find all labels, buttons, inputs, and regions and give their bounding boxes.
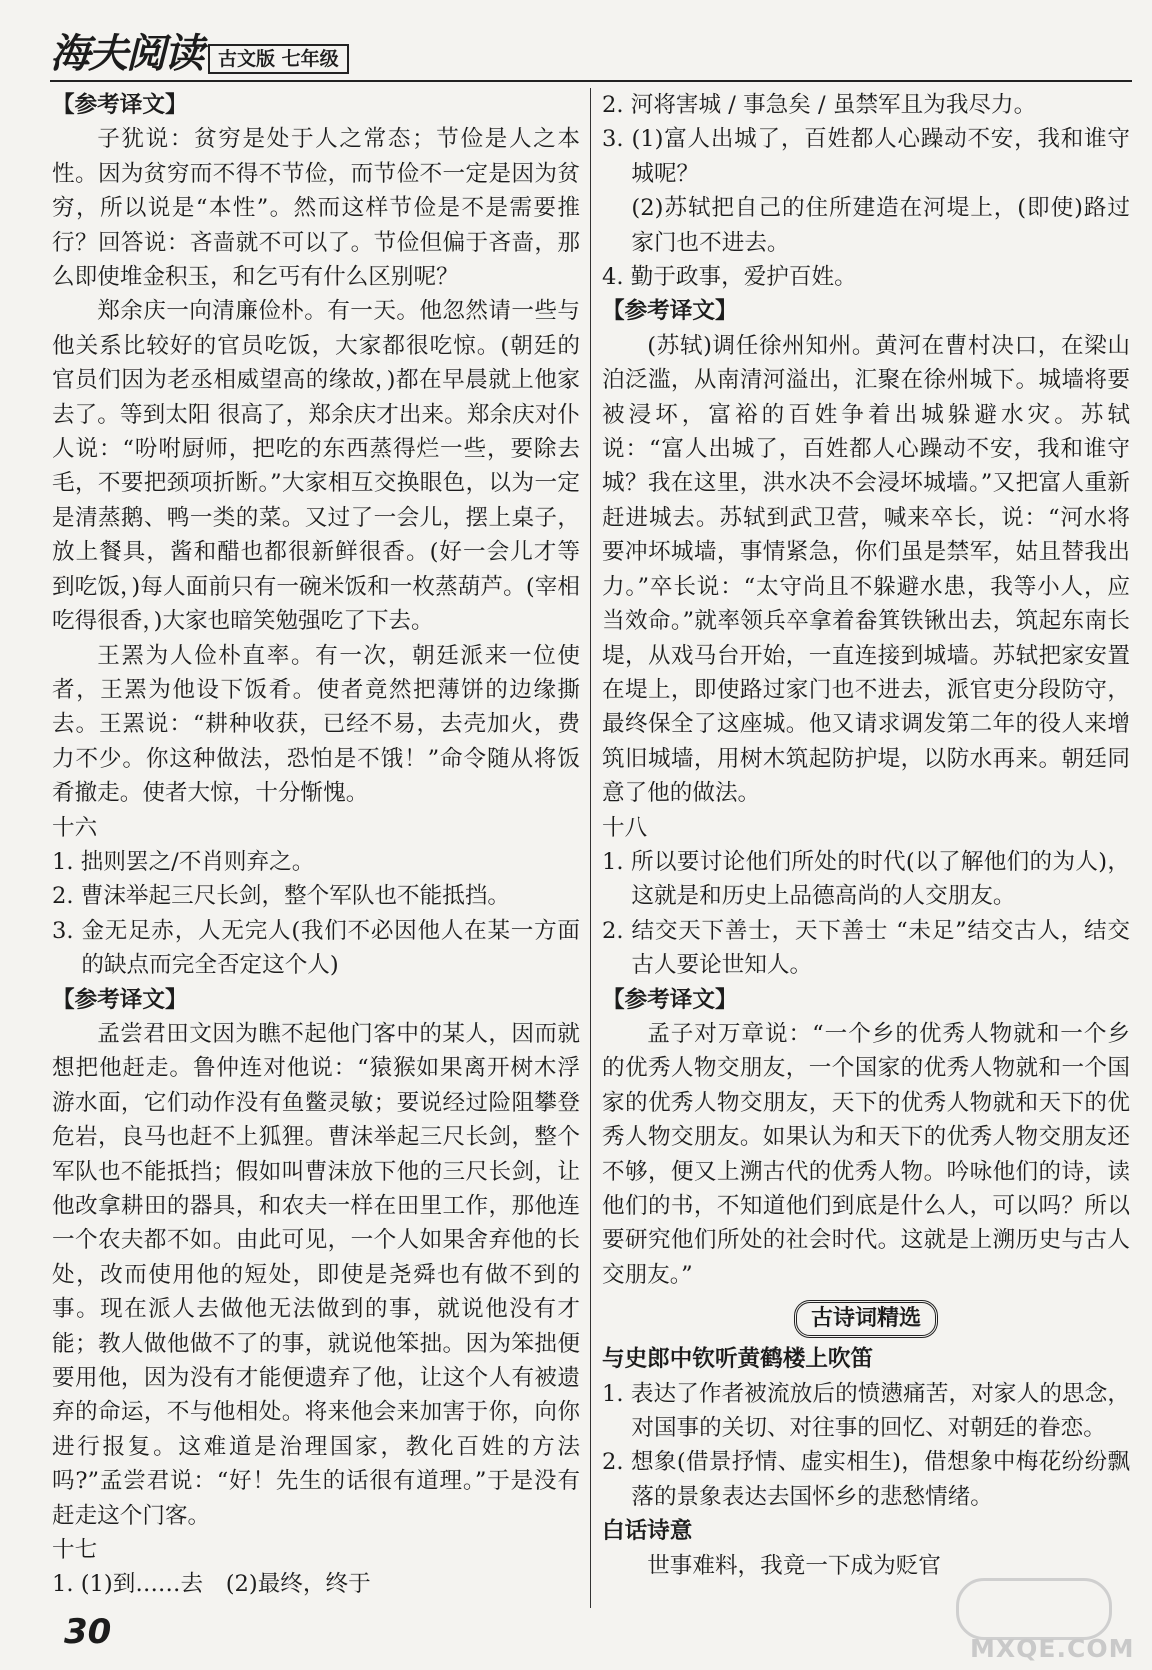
answer-item: 1. 拙则罢之/不肖则弃之。: [52, 848, 315, 875]
section-number: 十六: [52, 814, 98, 841]
answer-item: 3. (1)富人出城了，百姓都人心躁动不安，我和谁守城呢？: [602, 126, 1130, 187]
answer-item: 2. 想象(借景抒情、虚实相生)，借想象中梅花纷纷飘落的景象表达去国怀乡的悲愁情绪。: [602, 1449, 1130, 1510]
left-column: [52, 88, 580, 1602]
section-number: 十八: [602, 814, 648, 841]
watermark-url: MXQE.COM: [970, 1634, 1135, 1663]
section-heading: 【参考译文】: [602, 986, 738, 1013]
right-column: [602, 88, 1130, 1583]
section-badge: 古诗词精选: [794, 1300, 938, 1338]
column-divider: [590, 88, 591, 1608]
answer-item: 2. 曹沫举起三尺长剑，整个军队也不能抵挡。: [52, 883, 511, 910]
watermark: [952, 1578, 1138, 1662]
book-header: [50, 30, 349, 78]
section-badge-wrap: [602, 1300, 1130, 1338]
paragraph: 孟子对万章说：“一个乡的优秀人物就和一个乡的优秀人物交朋友，一个国家的优秀人物就和一个国家的优秀人物交朋友，天下的优秀人物就和天下的优秀人物交朋友。如果认为和天下的优秀人物交朋友还不够，便又上溯古代的优秀人物。吟咏他们的诗，读他们的书，不知道他们到底是什么人，可以吗？所以要研究他们所处的社会时代。这就是上溯历史与古人交朋友。”: [602, 1020, 1130, 1288]
answer-item: 1. 表达了作者被流放后的愤懑痛苦，对家人的思念，对国事的关切、对往事的回忆、对朝廷的眷恋。: [602, 1380, 1130, 1442]
paragraph: 孟尝君田文因为瞧不起他门客中的某人，因而就想把他赶走。鲁仲连对他说：“猿猴如果离开树木浮游水面，它们动作没有鱼鳖灵敏；要说经过险阻攀登危岩，良马也赶不上狐狸。曹沫举起三尺长剑，整个军队也不能抵挡；假如叫曹沫放下他的三尺长剑，让他改拿耕田的器具，和农夫一样在田里工作，那他连一个农夫都不如。由此可见，一个人如果舍弃他的长处，改而使用他的短处，即使是尧舜也有做不到的事。现在派人去做他无法做到的事，就说他没有才能；教人做他做不了的事，就说他笨拙。因为笨拙便要用他，因为没有才能便遗弃了他，让这个人有被遗弃的命运，不与他相处。将来他会来加害于你，向你进行报复。这难道是治理国家，教化百姓的方法吗?”孟尝君说：“好！先生的话很有道理。”于是没有赶走这个门客。: [52, 1020, 580, 1529]
book-logo: 海夫阅读: [50, 31, 202, 77]
header-rule: [50, 80, 1132, 82]
paragraph: 子犹说：贫穷是处于人之常态；节俭是人之本性。因为贫穷而不得不节俭，而节俭不一定是因为贫穷，所以说是“本性”。然而这样节俭是不是需要推行？回答说：吝啬就不可以了。节俭但偏于吝啬，那么即使堆金积玉，和乞丐有什么区别呢？: [52, 126, 580, 291]
watermark-logo: [956, 1578, 1112, 1640]
paragraph: 王罴为人俭朴直率。有一次，朝廷派来一位使者，王罴为他设下饭肴。使者竟然把薄饼的边缘撕去。王罴说：“耕种收获，已经不易，去壳加火，费力不少。你这种做法，恐怕是不饿！”命令随从将饭肴撤走。使者大惊，十分惭愧。: [52, 642, 580, 807]
section-heading: 白话诗意: [602, 1518, 693, 1545]
paragraph: 郑余庆一向清廉俭朴。有一天。他忽然请一些与他关系比较好的官员吃饭，大家都很吃惊。(朝廷的官员们因为老丞相威望高的缘故，)都在早晨就上他家去了。等到太阳 很高了，郑余庆才出来。郑余庆对仆人说：“吩咐厨师，把吃的东西蒸得烂一些，要除去毛，不要把颈项折断。”大家相互交换眼色，以为一定是清蒸鹅、鸭一类的菜。又过了一会儿，摆上桌子，放上餐具，酱和醋也都很新鲜很香。(好一会儿才等到吃饭，)每人面前只有一碗米饭和一枚蒸葫芦。(宰相吃得很香，)大家也暗笑勉强吃了下去。: [52, 298, 580, 635]
answer-subitem: (2)苏轼把自己的住所建造在河堤上，(即使)路过家门也不进去。: [631, 195, 1130, 256]
edition-label: 古文版 七年级: [208, 44, 349, 74]
paragraph: (苏轼)调任徐州知州。黄河在曹村决口，在梁山泊泛滥，从南清河溢出，汇聚在徐州城下。城墙将要被浸坏，富裕的百姓争着出城躲避水灾。苏轼说：“富人出城了，百姓都人心躁动不安，我和谁守城？我在这里，洪水决不会浸坏城墙。”又把富人重新赶进城去。苏轼到武卫营，喊来卒长，说：“河水将要冲坏城墙，事情紧急，你们虽是禁军，姑且替我出力。”卒长说：“太守尚且不躲避水患，我等小人，应当效命。”就率领兵卒拿着畚箕铁锹出去，筑起东南长堤，从戏马台开始，一直连接到城墙。苏轼把家安置在堤上，即使路过家门也不进去，派官吏分段防守，最终保全了这座城。他又请求调发第二年的役人来增筑旧城墙，用树木筑起防护堤，以防水再来。朝廷同意了他的做法。: [602, 332, 1130, 807]
answer-item: 1. 所以要讨论他们所处的时代(以了解他们的为人)，这就是和历史上品德高尚的人交朋友。: [602, 848, 1130, 910]
section-number: 1. (1)到……去 (2)最终，终于: [52, 1571, 371, 1598]
answer-item: 2. 河将害城 / 事急矣 / 虽禁军且为我尽力。: [602, 92, 1037, 118]
paragraph: 世事难料，我竟一下成为贬官: [647, 1552, 941, 1579]
page-number: 30: [64, 1612, 112, 1652]
answer-item: 3. 金无足赤，人无完人(我们不必因他人在某一方面的缺点而完全否定这个人): [52, 917, 580, 979]
poem-title: 与史郎中钦听黄鹤楼上吹笛: [602, 1346, 874, 1373]
section-heading: 【参考译文】: [52, 986, 188, 1013]
answer-item: 2. 结交天下善士，天下善士 “未足”结交古人，结交古人要论世知人。: [602, 917, 1130, 979]
section-heading: 【参考译文】: [602, 298, 738, 325]
answer-item: 4. 勤于政事，爱护百姓。: [602, 264, 857, 291]
section-heading: 【参考译文】: [52, 92, 188, 118]
section-number: 十七: [52, 1537, 98, 1564]
